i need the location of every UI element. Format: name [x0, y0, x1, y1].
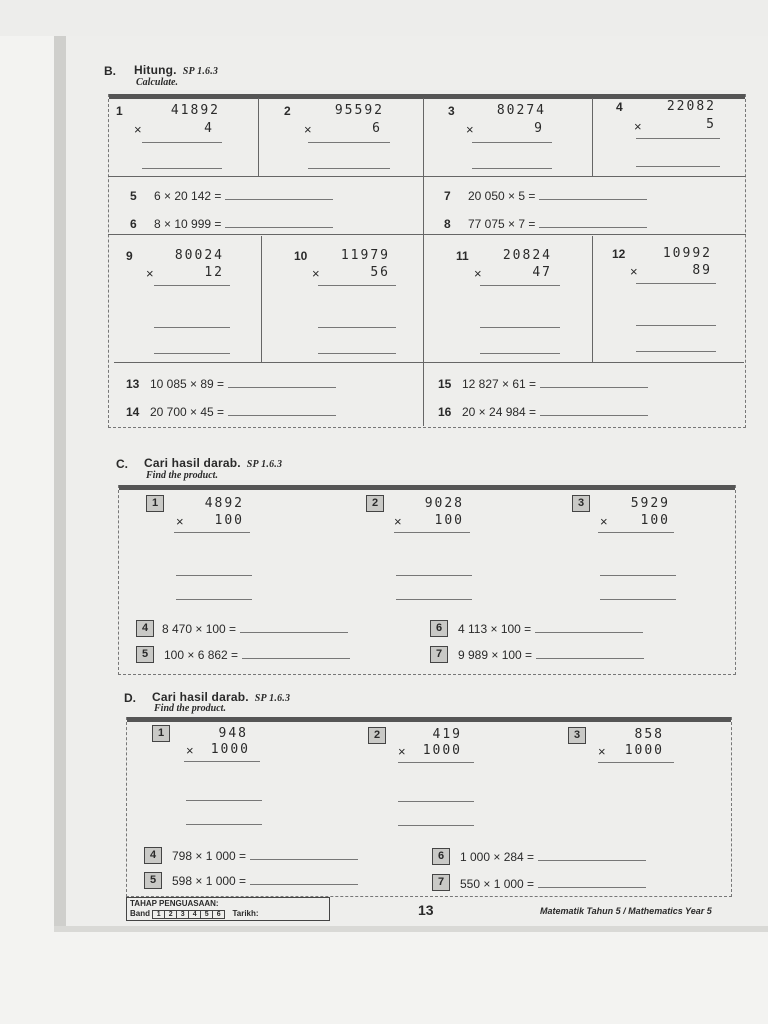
question-number: 15: [438, 377, 452, 391]
section-b-letter: B.: [104, 64, 116, 78]
times-sign: ×: [176, 514, 184, 529]
question-number: 1: [146, 495, 164, 512]
question-number: 4: [144, 847, 162, 864]
multiplicand: 22082: [666, 99, 716, 114]
multiplicand: 9028: [424, 496, 464, 511]
question-number: 6: [432, 848, 450, 865]
section-c-title: [144, 456, 282, 470]
answer-blank[interactable]: [228, 407, 336, 416]
answer-line: [472, 168, 552, 169]
answer-line: [142, 168, 222, 169]
question-number: 2: [368, 727, 386, 744]
equation-text: 9 989 × 100 =: [458, 648, 533, 662]
answer-line: [174, 532, 250, 533]
multiplicand: 10992: [662, 246, 712, 261]
question-number: 16: [438, 405, 452, 419]
answer-line: [398, 801, 474, 802]
question-number: 7: [432, 874, 450, 891]
answer-line: [154, 327, 230, 328]
multiplier: 1000: [210, 742, 250, 757]
equation: [154, 189, 333, 203]
answer-line: [318, 285, 396, 286]
equation-text: 77 075 × 7 =: [468, 217, 536, 231]
answer-line: [600, 575, 676, 576]
answer-line: [154, 285, 230, 286]
equation-text: 20 × 24 984 =: [462, 405, 537, 419]
equation-text: 550 × 1 000 =: [460, 877, 535, 891]
equation-text: 798 × 1 000 =: [172, 849, 247, 863]
answer-line: [396, 599, 472, 600]
equation: [164, 648, 350, 662]
answer-line: [318, 327, 396, 328]
answer-line: [318, 353, 396, 354]
times-sign: ×: [312, 266, 320, 281]
question-number: 3: [448, 104, 455, 118]
equation: [154, 217, 333, 231]
mastery-label: TAHAP PENGUASAAN:: [130, 899, 219, 908]
section-d-title-text: Cari hasil darab.: [152, 690, 249, 704]
section-b-title-text: Hitung.: [134, 63, 177, 77]
answer-line: [398, 825, 474, 826]
answer-line: [308, 168, 390, 169]
equation: [462, 377, 648, 391]
grid-line: [592, 236, 593, 362]
answer-line: [176, 599, 252, 600]
question-number: 6: [430, 620, 448, 637]
multiplicand: 80024: [174, 248, 224, 263]
times-sign: ×: [146, 266, 154, 281]
band-row: [130, 909, 259, 919]
page-number: 13: [418, 902, 434, 918]
question-number: 6: [130, 217, 137, 231]
answer-line: [394, 532, 470, 533]
answer-line: [600, 599, 676, 600]
times-sign: ×: [634, 119, 642, 134]
multiplicand: 11979: [340, 248, 390, 263]
answer-line: [636, 138, 720, 139]
times-sign: ×: [600, 514, 608, 529]
multiplier: 56: [370, 265, 390, 280]
multiplicand: 5929: [630, 496, 670, 511]
grid-line: [423, 98, 424, 426]
question-number: 2: [284, 104, 291, 118]
multiplier: 100: [214, 513, 244, 528]
answer-line: [636, 351, 716, 352]
equation: [172, 874, 358, 888]
equation-text: 10 085 × 89 =: [150, 377, 225, 391]
question-number: 3: [572, 495, 590, 512]
answer-blank[interactable]: [242, 650, 350, 659]
equation: [150, 405, 336, 419]
question-number: 11: [456, 249, 469, 263]
equation-text: 12 827 × 61 =: [462, 377, 537, 391]
equation: [172, 849, 358, 863]
multiplicand: 20824: [502, 248, 552, 263]
equation-text: 8 470 × 100 =: [162, 622, 237, 636]
question-number: 10: [294, 249, 308, 263]
band-3[interactable]: 3: [176, 910, 189, 919]
answer-blank[interactable]: [225, 219, 333, 228]
answer-blank[interactable]: [539, 219, 647, 228]
answer-blank[interactable]: [228, 379, 336, 388]
answer-blank[interactable]: [540, 379, 648, 388]
section-b-subtitle: Calculate.: [136, 77, 178, 88]
question-number: 7: [444, 189, 451, 203]
answer-line: [636, 166, 720, 167]
answer-line: [480, 327, 560, 328]
section-b-sp: SP 1.6.3: [182, 66, 219, 77]
multiplier: 47: [532, 265, 552, 280]
question-number: 4: [616, 100, 623, 114]
times-sign: ×: [466, 122, 474, 137]
question-number: 8: [444, 217, 451, 231]
answer-blank[interactable]: [250, 851, 358, 860]
question-number: 14: [126, 405, 140, 419]
multiplier: 9: [534, 121, 544, 136]
grid-line: [261, 236, 262, 362]
answer-blank[interactable]: [540, 407, 648, 416]
mastery-level-box: [126, 897, 330, 921]
equation: [468, 189, 647, 203]
equation: [460, 850, 646, 864]
section-d-letter: D.: [124, 691, 136, 705]
multiplier: 1000: [422, 743, 462, 758]
multiplier: 89: [692, 263, 712, 278]
question-number: 5: [130, 189, 137, 203]
band-1[interactable]: 1: [152, 910, 165, 919]
section-c-letter: C.: [116, 457, 128, 471]
answer-line: [636, 283, 716, 284]
answer-blank[interactable]: [536, 650, 644, 659]
question-number: 1: [152, 725, 170, 742]
answer-line: [186, 800, 262, 801]
times-sign: ×: [134, 122, 142, 137]
answer-blank[interactable]: [535, 624, 643, 633]
multiplicand: 419: [432, 727, 462, 742]
times-sign: ×: [598, 744, 606, 759]
book-title: Matematik Tahun 5 / Mathematics Year 5: [540, 906, 712, 916]
section-c-subtitle: Find the product.: [146, 470, 218, 481]
equation-text: 4 113 × 100 =: [458, 622, 532, 636]
answer-blank[interactable]: [538, 879, 646, 888]
times-sign: ×: [398, 744, 406, 759]
answer-line: [176, 575, 252, 576]
multiplicand: 948: [218, 726, 248, 741]
multiplicand: 4892: [204, 496, 244, 511]
times-sign: ×: [394, 514, 402, 529]
section-d-sp: SP 1.6.3: [254, 693, 291, 704]
times-sign: ×: [186, 743, 194, 758]
equation-text: 1 000 × 284 =: [460, 850, 535, 864]
times-sign: ×: [630, 264, 638, 279]
answer-line: [396, 575, 472, 576]
band-5[interactable]: 5: [200, 910, 213, 919]
multiplier: 5: [706, 117, 716, 132]
answer-line: [186, 824, 262, 825]
answer-line: [184, 761, 260, 762]
grid-line: [258, 98, 259, 176]
multiplier: 12: [204, 265, 224, 280]
grid-line: [108, 176, 746, 177]
answer-blank[interactable]: [225, 191, 333, 200]
equation: [460, 877, 646, 891]
multiplier: 100: [640, 513, 670, 528]
section-c-title-text: Cari hasil darab.: [144, 456, 241, 470]
section-b-title: [134, 63, 218, 77]
equation-text: 100 × 6 862 =: [164, 648, 239, 662]
answer-line: [398, 762, 474, 763]
multiplier: 1000: [624, 743, 664, 758]
question-number: 9: [126, 249, 133, 263]
answer-line: [154, 353, 230, 354]
answer-blank[interactable]: [538, 852, 646, 861]
question-number: 12: [612, 247, 626, 261]
equation-text: 20 700 × 45 =: [150, 405, 225, 419]
multiplier: 6: [372, 121, 382, 136]
equation-text: 598 × 1 000 =: [172, 874, 247, 888]
band-2[interactable]: 2: [164, 910, 177, 919]
equation: [458, 648, 644, 662]
answer-line: [142, 142, 222, 143]
band-4[interactable]: 4: [188, 910, 201, 919]
answer-blank[interactable]: [539, 191, 647, 200]
multiplier: 4: [204, 121, 214, 136]
times-sign: ×: [474, 266, 482, 281]
multiplicand: 95592: [334, 103, 384, 118]
equation: [458, 622, 643, 636]
answer-blank[interactable]: [240, 624, 348, 633]
question-number: 13: [126, 377, 140, 391]
question-number: 5: [136, 646, 154, 663]
answer-line: [636, 325, 716, 326]
equation-text: 8 × 10 999 =: [154, 217, 222, 231]
grid-line: [108, 234, 746, 235]
multiplicand: 858: [634, 727, 664, 742]
box-top-bar: [119, 485, 735, 490]
question-number: 7: [430, 646, 448, 663]
date-label: Tarikh:: [232, 909, 259, 918]
equation-text: 6 × 20 142 =: [154, 189, 222, 203]
box-top-bar: [127, 717, 731, 722]
section-d-title: [152, 690, 290, 704]
question-number: 2: [366, 495, 384, 512]
answer-line: [480, 285, 560, 286]
question-number: 1: [116, 104, 123, 118]
multiplicand: 80274: [496, 103, 546, 118]
question-number: 3: [568, 727, 586, 744]
equation: [162, 622, 348, 636]
answer-blank[interactable]: [250, 876, 358, 885]
question-number: 5: [144, 872, 162, 889]
answer-line: [308, 142, 390, 143]
band-label: Band: [130, 909, 150, 918]
page-edge: [54, 926, 768, 932]
equation: [462, 405, 648, 419]
answer-line: [598, 532, 674, 533]
section-c-sp: SP 1.6.3: [246, 459, 283, 470]
answer-line: [480, 353, 560, 354]
times-sign: ×: [304, 122, 312, 137]
multiplicand: 41892: [170, 103, 220, 118]
equation: [468, 217, 647, 231]
equation: [150, 377, 336, 391]
grid-line: [114, 362, 744, 363]
section-d-subtitle: Find the product.: [154, 703, 226, 714]
multiplier: 100: [434, 513, 464, 528]
band-6[interactable]: 6: [212, 910, 225, 919]
background-top: [0, 0, 768, 36]
answer-line: [472, 142, 552, 143]
grid-line: [592, 98, 593, 176]
question-number: 4: [136, 620, 154, 637]
answer-line: [598, 762, 674, 763]
equation-text: 20 050 × 5 =: [468, 189, 536, 203]
